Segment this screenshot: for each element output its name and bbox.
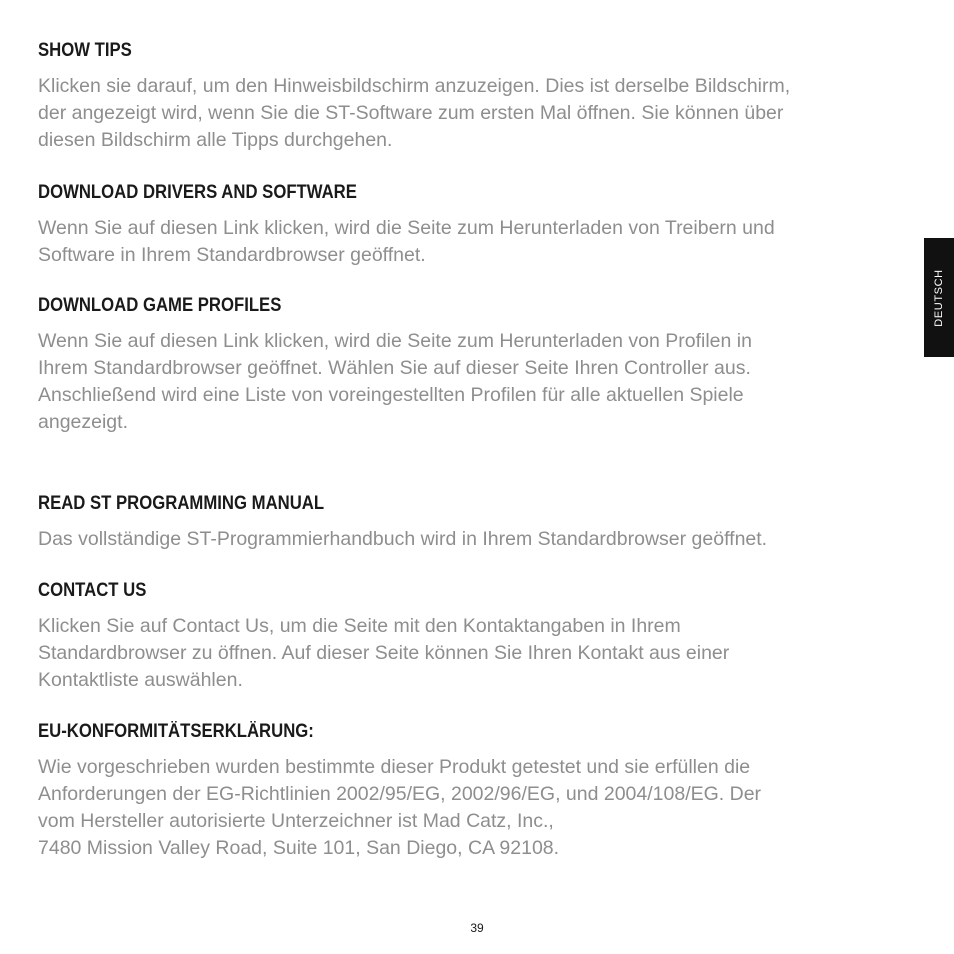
paragraph-line: Klicken sie darauf, um den Hinweisbildschirm anzuzeigen. Dies ist derselbe Bildschirm,: [38, 75, 791, 97]
paragraph-line: Anforderungen der EG-Richtlinien 2002/95/EG, 2002/96/EG, und 2004/108/EG. Der: [38, 783, 762, 805]
paragraph-line: Wie vorgeschrieben wurden bestimmte dieser Produkt getestet und sie erfüllen die: [38, 756, 751, 778]
paragraph-line: diesen Bildschirm alle Tipps durchgehen.: [38, 129, 393, 151]
paragraph-line: Software in Ihrem Standardbrowser geöffnet.: [38, 244, 426, 266]
paragraph-line: angezeigt.: [38, 411, 128, 433]
paragraph-line: Klicken Sie auf Contact Us, um die Seite mit den Kontaktangaben in Ihrem: [38, 615, 681, 637]
section-paragraph: [38, 754, 918, 862]
section-paragraph: [38, 328, 918, 436]
paragraph-line: vom Hersteller autorisierte Unterzeichner ist Mad Catz, Inc.,: [38, 810, 554, 832]
paragraph-line: Wenn Sie auf diesen Link klicken, wird die Seite zum Herunterladen von Treibern und: [38, 217, 775, 239]
paragraph-line: Ihrem Standardbrowser geöffnet. Wählen Sie auf dieser Seite Ihren Controller aus.: [38, 357, 751, 379]
section-heading: CONTACT US: [38, 580, 147, 601]
page-number: 39: [470, 921, 484, 935]
paragraph-line: Kontaktliste auswählen.: [38, 669, 243, 691]
section-paragraph: [38, 613, 918, 694]
paragraph-line: 7480 Mission Valley Road, Suite 101, San Diego, CA 92108.: [38, 837, 560, 859]
section-paragraph: [38, 526, 918, 553]
paragraph-line: Wenn Sie auf diesen Link klicken, wird die Seite zum Herunterladen von Profilen in: [38, 330, 752, 352]
section-contact-us: [38, 579, 918, 694]
language-tab-label: DEUTSCH: [933, 268, 945, 327]
document-page: [38, 39, 918, 862]
section-show-tips: [38, 39, 918, 154]
paragraph-line: Das vollständige ST-Programmierhandbuch wird in Ihrem Standardbrowser geöffnet.: [38, 528, 768, 550]
section-eu-declaration: [38, 720, 918, 862]
section-heading: DOWNLOAD GAME PROFILES: [38, 295, 282, 316]
paragraph-line: der angezeigt wird, wenn Sie die ST-Software zum ersten Mal öffnen. Sie können über: [38, 102, 784, 124]
section-download-game-profiles: [38, 294, 918, 436]
section-heading: READ ST PROGRAMMING MANUAL: [38, 493, 325, 514]
section-heading: DOWNLOAD DRIVERS AND SOFTWARE: [38, 182, 357, 203]
section-download-drivers: [38, 181, 918, 269]
section-paragraph: [38, 215, 918, 269]
section-paragraph: [38, 73, 918, 154]
paragraph-line: Standardbrowser zu öffnen. Auf dieser Seite können Sie Ihren Kontakt aus einer: [38, 642, 730, 664]
paragraph-line: Anschließend wird eine Liste von voreingestellten Profilen für alle aktuellen Spiele: [38, 384, 744, 406]
section-heading: SHOW TIPS: [38, 40, 132, 61]
section-heading: EU-KONFORMITÄTSERKLÄRUNG:: [38, 721, 314, 742]
language-side-tab: [924, 238, 954, 357]
section-read-manual: [38, 492, 918, 553]
